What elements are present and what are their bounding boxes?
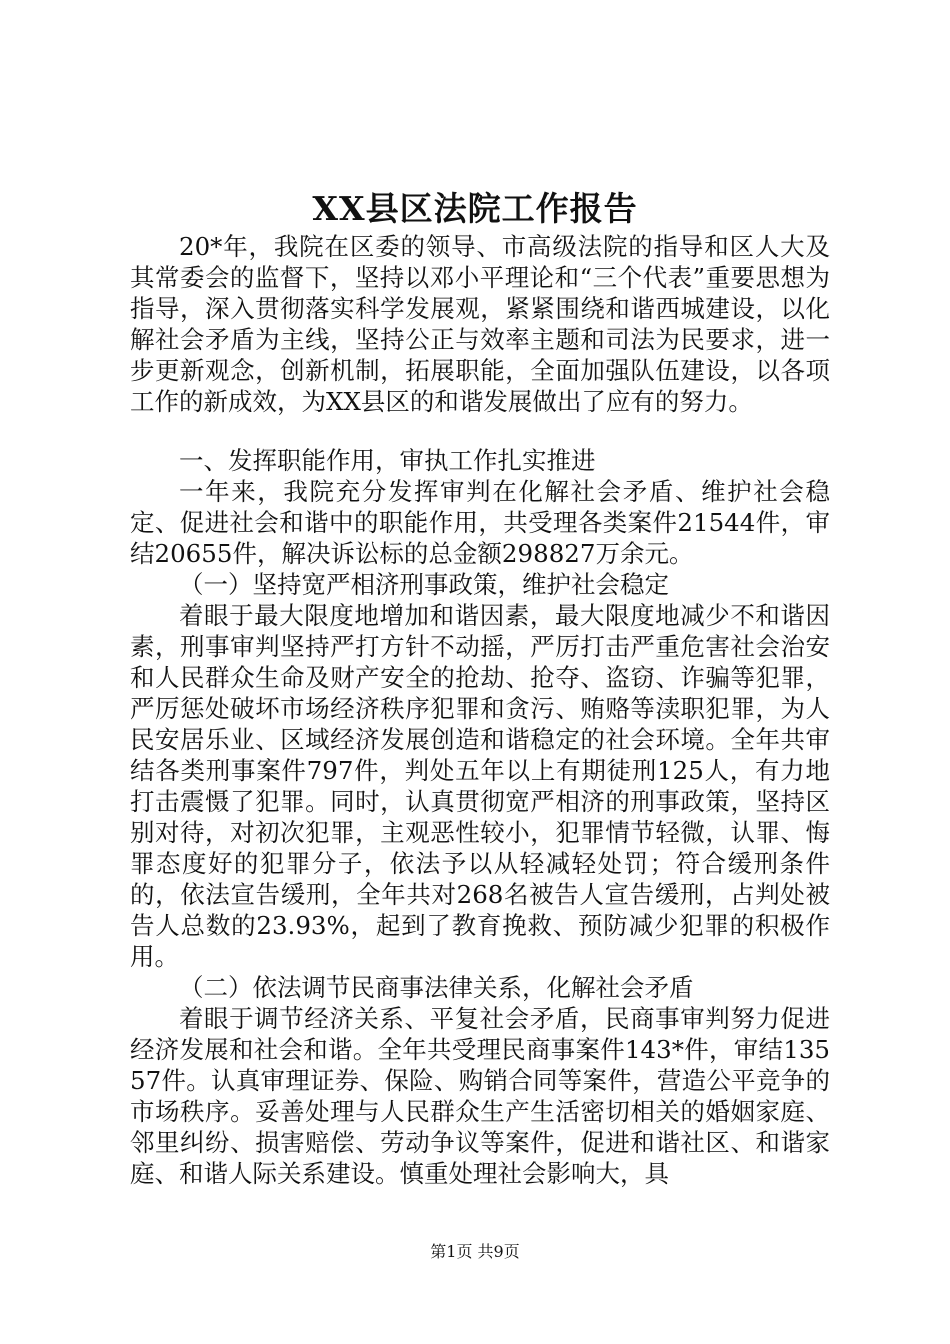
- intro-paragraph: 20*年，我院在区委的领导、市高级法院的指导和区人大及其常委会的监督下，坚持以邓小平理论和“三个代表”重要思想为指导，深入贯彻落实科学发展观，紧紧围绕和谐西城建设，以化解社会矛盾为主线，坚持公正与效率主题和司法为民要求，进一步更新观念，创新机制，拓展职能，全面加强队伍建设，以各项工作的新成效，为XX县区的和谐发展做出了应有的努力。: [130, 232, 830, 416]
- subsection-2-paragraph: 着眼于调节经济关系、平复社会矛盾，民商事审判努力促进经济发展和社会和谐。全年共受理民商事案件143*件，审结13557件。认真审理证券、保险、购销合同等案件，营造公平竞争的市场秩序。妥善处理与人民群众生产生活密切相关的婚姻家庭、邻里纠纷、损害赔偿、劳动争议等案件，促进和谐社区、和谐家庭、和谐人际关系建设。慎重处理社会影响大，具: [130, 1004, 830, 1188]
- subsection-1-paragraph: 着眼于最大限度地增加和谐因素，最大限度地减少不和谐因素，刑事审判坚持严打方针不动摇，严厉打击严重危害社会治安和人民群众生命及财产安全的抢劫、抢夺、盗窃、诈骗等犯罪，严厉惩处破坏市场经济秩序犯罪和贪污、贿赂等渎职犯罪，为人民安居乐业、区域经济发展创造和谐稳定的社会环境。全年共审结各类刑事案件797件，判处五年以上有期徒刑125人，有力地打击震慑了犯罪。同时，认真贯彻宽严相济的刑事政策，坚持区别对待，对初次犯罪，主观恶性较小，犯罪情节轻微，认罪、悔罪态度好的犯罪分子，依法予以从轻减轻处罚；符合缓刑条件的，依法宣告缓刑，全年共对268名被告人宣告缓刑，占判处被告人总数的23.93%，起到了教育挽救、预防减少犯罪的积极作用。: [130, 601, 830, 971]
- document-body: [130, 231, 830, 1189]
- subsection-heading-1: （一）坚持宽严相济刑事政策，维护社会稳定: [179, 570, 669, 599]
- subsection-heading-2: （二）依法调节民商事法律关系，化解社会矛盾: [179, 973, 694, 1002]
- section-1-paragraph: 一年来，我院充分发挥审判在化解社会矛盾、维护社会稳定、促进社会和谐中的职能作用，共受理各类案件21544件，审结20655件，解决诉讼标的总金额298827万余元。: [130, 477, 830, 568]
- page-footer: 第1页 共9页: [430, 1242, 520, 1261]
- document-title: XX县区法院工作报告: [312, 189, 638, 228]
- section-heading-1: 一、发挥职能作用，审执工作扎实推进: [179, 446, 596, 475]
